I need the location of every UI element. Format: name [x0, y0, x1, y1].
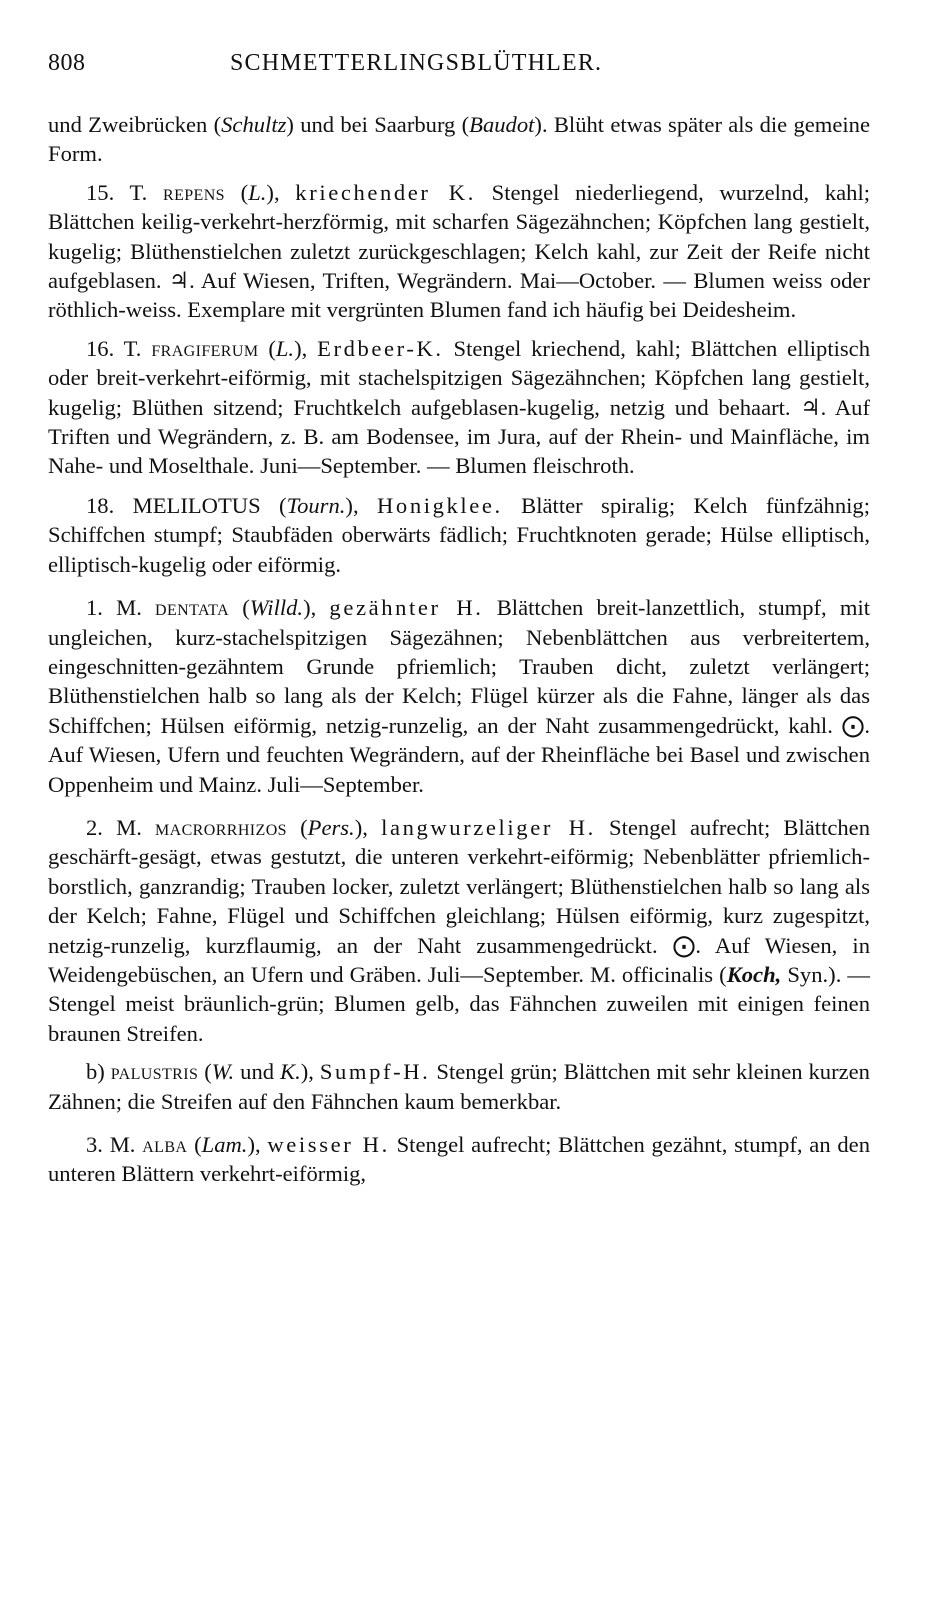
page-number: 808 — [48, 50, 86, 76]
text-run: Blätter spiralig; Kelch fünfzähnig; Schiffchen stumpf; Staubfäden oberwärts fädlich; Fruchtknoten gerade; Hülse elliptisch, elliptisch-kugelig oder eiförmig. — [48, 492, 870, 577]
text-run: ). Blüht etwas später als die gemeine Form. — [48, 112, 870, 167]
text-run: Stengel aufrecht; Blättchen geschärft-gesägt, etwas gestutzt, die unteren verkehrt-eiförmig; Nebenblätter pfriemlich-borstlich, ganzrandig; Trauben locker, zuletzt verlängert; Blüthenstielchen halb so lang als der Kelch; Fahne, Flügel und Schiffchen gleichlang; Hülsen eiförmig, kurz zugespitzt, netzig-runzelig, kurzflaumig, an der Naht zusammengedrückt. ⨀. Auf Wiesen, in Weidengebüschen, an Ufern und Gräben. Juli—September. M. officinalis ( — [48, 814, 871, 987]
text-run-it: L. — [275, 335, 295, 361]
text-run: b) — [86, 1059, 111, 1085]
running-title: SCHMETTERLINGSBLÜTHLER. — [230, 50, 603, 76]
text-run: Stengel aufrecht; Blättchen gezähnt, stumpf, an den unteren Blättern verkehrt-eiförmig, — [48, 1132, 870, 1187]
text-run: ( — [187, 1132, 202, 1157]
text-run: Stengel kriechend, kahl; Blättchen elliptisch oder breit-verkehrt-eiförmig, mit stachelspitzigen Sägezähnchen; Köpfchen lang gestielt, kugelig; Blüthen sitzend; Fruchtkelch aufgeblasen-kugelig, netzig und behaart. ♃. Auf Triften und Wegrändern, z. B. am Bodensee, im Jura, auf der Rhein- und Mainfläche, im Nahe- und Moselthale. Juni—September. — Blumen fleischroth. — [48, 335, 871, 479]
text-run: 16. T. — [86, 335, 152, 361]
text-run-sc: repens — [163, 179, 225, 205]
text-run-it: Tourn. — [286, 492, 346, 518]
paragraph-continuation — [48, 110, 870, 169]
text-run: ), — [247, 1132, 268, 1157]
text-run: Stengel grün; Blättchen mit sehr kleinen kurzen Zähnen; die Streifen auf den Fähnchen kaum bemerkbar. — [48, 1059, 870, 1114]
text-run-sc: alba — [142, 1132, 188, 1157]
text-run-it: Pers. — [307, 814, 355, 840]
text-run-sc: palustris — [110, 1059, 199, 1085]
text-run-it: W. — [211, 1059, 235, 1085]
text-run: 18. MELILOTUS ( — [86, 492, 287, 518]
page-body — [48, 110, 870, 1189]
text-run-spaced: kriechender K. — [295, 179, 476, 205]
text-run: 2. M. — [86, 814, 156, 840]
text-run: ( — [198, 1059, 212, 1085]
entry-trifolium-repens — [48, 178, 870, 325]
entry-melilotus-alba — [48, 1130, 870, 1189]
text-run: ( — [286, 814, 308, 840]
text-run-it: L. — [248, 179, 267, 205]
text-run-spaced: Sumpf-H. — [319, 1059, 431, 1085]
text-run-it-bold: Koch, — [726, 961, 782, 987]
text-run-spaced: gezähnter H. — [329, 595, 484, 621]
entry-trifolium-fragiferum — [48, 334, 870, 481]
text-run-spaced: weisser H. — [267, 1132, 390, 1157]
text-run-it: Lam. — [201, 1132, 248, 1157]
text-run-it: Willd. — [249, 595, 304, 621]
text-run: Stengel niederliegend, wurzelnd, kahl; Blättchen keilig-verkehrt-herzförmig, mit scharfen Sägezähnchen; Köpfchen lang gestielt, kugelig; Blüthenstielchen zuletzt zurückgeschlagen; Kelch kahl, zur Zeit der Reife nicht aufgeblasen. ♃. Auf Wiesen, Triften, Wegrändern. Mai—October. — Blumen weiss oder röthlich-weiss. Exemplare mit vergrünten Blumen fand ich häufig bei Deidesheim. — [48, 179, 871, 323]
entry-melilotus-macrorrhizos — [48, 813, 870, 1048]
text-run: ( — [224, 179, 249, 205]
page-header — [48, 50, 870, 90]
text-run: ( — [229, 595, 250, 621]
text-run-sc: macrorrhizos — [155, 814, 287, 840]
entry-genus-melilotus — [48, 491, 870, 579]
text-run: ), — [300, 1059, 320, 1085]
text-run: und — [234, 1059, 281, 1085]
text-run-sc: dentata — [155, 595, 230, 621]
text-run: ( — [258, 335, 276, 361]
entry-melilotus-dentata — [48, 593, 870, 799]
text-run-sc: fragiferum — [151, 335, 259, 361]
text-run: ), — [303, 595, 330, 621]
text-run: Blättchen breit-lanzettlich, stumpf, mit ungleichen, kurz-stachelspitzigen Sägezähnen; Nebenblättchen aus verbreitertem, eingeschnitten-gezähntem Grunde pfriemlich; Trauben dicht, zuletzt verlängert; Blüthenstielchen halb so lang als der Kelch; Flügel kürzer als die Fahne, länger als das Schiffchen; Hülsen eiförmig, netzig-runzelig, an der Naht zusammengedrückt, kahl. ⨀. Auf Wiesen, Ufern und feuchten Wegrändern, auf der Rheinfläche bei Basel und zwischen Oppenheim und Mainz. Juli—September. — [48, 595, 870, 797]
text-run: 15. T. — [86, 179, 163, 205]
text-run: und Zweibrücken ( — [48, 112, 222, 137]
text-run-spaced: Erdbeer-K. — [317, 335, 444, 361]
text-run: ) und bei Saarburg ( — [286, 112, 470, 137]
text-run-it: Baudot — [469, 112, 535, 137]
text-run: ), — [345, 492, 377, 518]
text-run: ), — [294, 335, 318, 361]
text-run: ), — [266, 179, 296, 205]
text-run: ), — [354, 814, 382, 840]
text-run: 1. M. — [86, 595, 156, 621]
text-run: Syn.). — Stengel meist bräunlich-grün; Blumen gelb, das Fähnchen zuweilen mit einigen feinen braunen Streifen. — [48, 961, 870, 1046]
text-run: 3. M. — [86, 1132, 143, 1157]
text-run-spaced: langwurzeliger H. — [381, 814, 596, 840]
entry-variety-palustris — [48, 1057, 870, 1116]
text-run-spaced: Honigklee. — [377, 492, 503, 518]
text-run-it: K. — [280, 1059, 301, 1085]
text-run-it: Schultz — [221, 112, 287, 137]
